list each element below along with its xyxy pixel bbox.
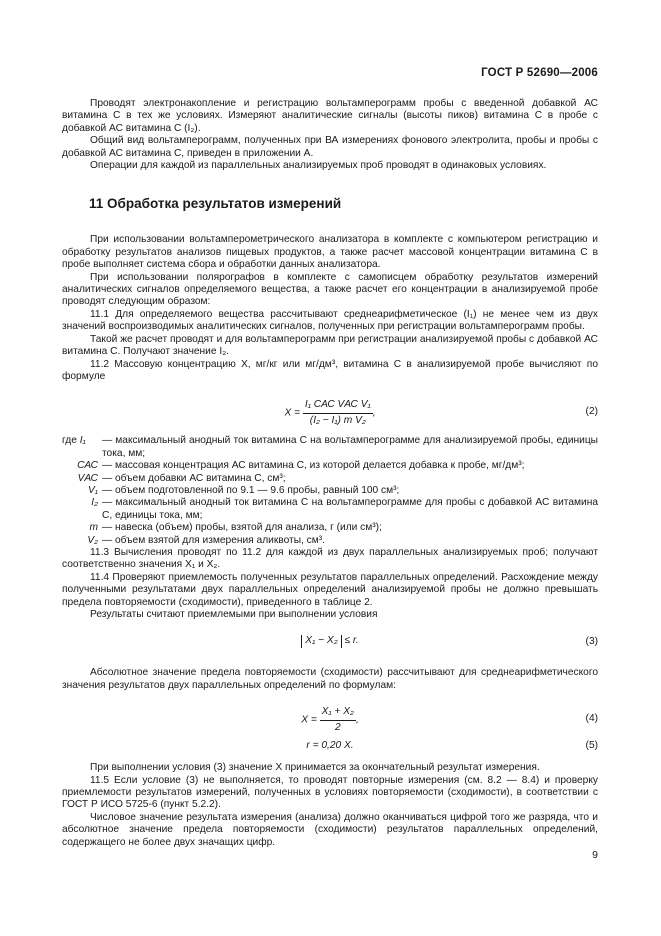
formula-2-numerator: I₁ CАС VАС V₁ bbox=[303, 399, 373, 413]
formula-4-fraction bbox=[320, 706, 356, 734]
definition-text: — максимальный анодный ток витамина С на вольтамперограмме для анализируемой пробы, единицы тока, мм; bbox=[102, 435, 598, 459]
intro-paragraph-3: Операции для каждой из параллельных анализируемых проб проводят в одинаковых условиях. bbox=[90, 160, 547, 172]
section-paragraph-3: 11.1 Для определяемого вещества рассчитывают среднеарифметическое (I₁) не менее чем из двух значений воспроизводимых аналитических сигналов, полученных при регистрации вольтамперограмм пробы. bbox=[62, 308, 598, 333]
definition-text: — навеска (объем) пробы, взятой для анализа, г (или см³); bbox=[102, 522, 382, 534]
formula-3-abs: X₁ − X₂ bbox=[301, 635, 341, 647]
section4-paragraph-2: 11.5 Если условие (3) не выполняется, то проводят повторные измерения (см. 8.2 — 8.4) и проверку приемлемости результатов измерений, полученных в условиях повторяемости (сходимости), в соответствии с ГОСТ Р ИСО 5725-6 (пункт 5.2.2). bbox=[62, 774, 598, 811]
definition-row bbox=[62, 522, 598, 534]
definition-symbol: V₁ bbox=[87, 484, 98, 496]
formula-3-number: (3) bbox=[585, 636, 598, 648]
formula-4-number: (4) bbox=[585, 713, 598, 725]
where-word: где I₁ bbox=[62, 435, 86, 447]
formula-2-number: (2) bbox=[585, 406, 598, 418]
section4-paragraph-3: Числовое значение результата измерения (анализа) должно оканчиваться цифрой того же разряда, что и абсолютное значение предела повторяемости (сходимости) результатов параллельных определений, содержащего не более двух значащих цифр. bbox=[62, 811, 598, 848]
formula-4 bbox=[62, 704, 598, 734]
definition-symbol: VАС bbox=[77, 472, 98, 484]
formula-2 bbox=[62, 397, 598, 427]
standard-header: ГОСТ Р 52690—2006 bbox=[481, 67, 598, 79]
formula-5-expr: r = 0,20 X. bbox=[306, 740, 354, 752]
formula-4-lhs: X = bbox=[301, 714, 317, 726]
definition-symbol: V₂ bbox=[87, 534, 98, 546]
section-title: 11 Обработка результатов измерений bbox=[89, 196, 342, 212]
section-paragraph-4: Такой же расчет проводят и для вольтамперограмм при регистрации анализируемой пробы с добавкой АС витамина С. Получают значение I₂. bbox=[62, 333, 598, 358]
definition-text: — максимальный анодный ток витамина С на вольтамперограмме для пробы с добавкой АС витамина С, единицы тока, мм; bbox=[102, 497, 598, 521]
section-paragraph-5: 11.2 Массовую концентрацию X, мг/кг или мг/дм³, витамина С в анализируемой пробе вычисляют по формуле bbox=[62, 358, 598, 382]
definition-row bbox=[62, 435, 598, 460]
page-number: 9 bbox=[592, 849, 598, 861]
section4-paragraph-1: При выполнении условия (3) значение X принимается за окончательный результат измерения. bbox=[90, 762, 540, 774]
document-body bbox=[62, 98, 598, 849]
section2-paragraph-3: Результаты считают приемлемыми при выполнении условия bbox=[90, 609, 378, 620]
definition-row bbox=[62, 485, 598, 497]
section2-paragraph-2: 11.4 Проверяют приемлемость полученных результатов параллельных определений. Расхождение между полученными результатами двух параллельных определений анализируемой пробы не должно превышать предела повторяемости (сходимости), приведенного в таблице 2. bbox=[62, 571, 598, 608]
definition-symbol: I₂ bbox=[91, 497, 98, 509]
section3-paragraph-1: Абсолютное значение предела повторяемости (сходимости) рассчитывают для среднеарифметического значения результатов двух параллельных определений по формулам: bbox=[62, 667, 598, 691]
section-paragraph-2: При использовании полярографов в комплекте с самописцем обработку результатов измерений аналитических сигналов определяемого вещества, а также расчет его концентрации в анализируемой пробе проводят следующим образом: bbox=[62, 271, 598, 308]
definition-text: — объем добавки АС витамина С, см³; bbox=[102, 472, 286, 484]
formula-2-denominator: (I₂ − I₁) m V₂ bbox=[309, 414, 366, 426]
formula-5-number: (5) bbox=[585, 740, 598, 752]
section2-paragraph-1: 11.3 Вычисления проводят по 11.2 для каждой из двух параллельных анализируемых проб; получают соответственно значения X₁ и X₂. bbox=[62, 546, 598, 571]
formula-5 bbox=[62, 738, 598, 756]
definition-text: — объем подготовленной по 9.1 — 9.6 пробы, равный 100 см³; bbox=[102, 484, 400, 496]
definition-row bbox=[62, 535, 598, 547]
definition-symbol: CАС bbox=[77, 460, 98, 472]
definitions-list bbox=[62, 435, 598, 547]
section-paragraph-1: При использовании вольтамперометрического анализатора в комплекте с компьютером регистрацию и обработку результатов анализов пищевых продуктов, а также расчет массовой концентрации витамина С в пробе выполняет система сбора и обработки данных анализатора. bbox=[62, 234, 598, 271]
formula-3-rhs: ≤ r. bbox=[344, 635, 359, 647]
intro-paragraph-1: Проводят электронакопление и регистрацию вольтамперограмм пробы с введенной добавкой АС витамина С в тех же условиях. Измеряют аналитические сигналы (высоты пиков) витамина С в пробе с добавкой АС витамина С (I₂). bbox=[62, 98, 598, 134]
definition-row bbox=[62, 497, 598, 522]
formula-4-numerator: X₁ + X₂ bbox=[320, 706, 356, 720]
definition-text: — массовая концентрация АС витамина С, из которой делается добавка к пробе, мг/дм³; bbox=[102, 460, 525, 472]
formula-3 bbox=[62, 633, 598, 651]
formula-4-tail: , bbox=[355, 714, 359, 726]
definition-row bbox=[62, 460, 598, 472]
formula-4-denominator: 2 bbox=[334, 721, 341, 733]
definition-text: — объем взятой для измерения аликвоты, см³. bbox=[102, 534, 325, 546]
formula-2-tail: , bbox=[372, 407, 376, 419]
intro-paragraph-2: Общий вид вольтамперограмм, полученных при ВА измерениях фонового электролита, пробы и пробы с добавкой АС витамина С, приведен в приложении А. bbox=[62, 135, 598, 159]
definition-symbol: m bbox=[89, 522, 98, 534]
formula-2-lhs: X = bbox=[284, 407, 301, 419]
formula-2-fraction bbox=[303, 399, 373, 427]
definition-row bbox=[62, 473, 598, 485]
